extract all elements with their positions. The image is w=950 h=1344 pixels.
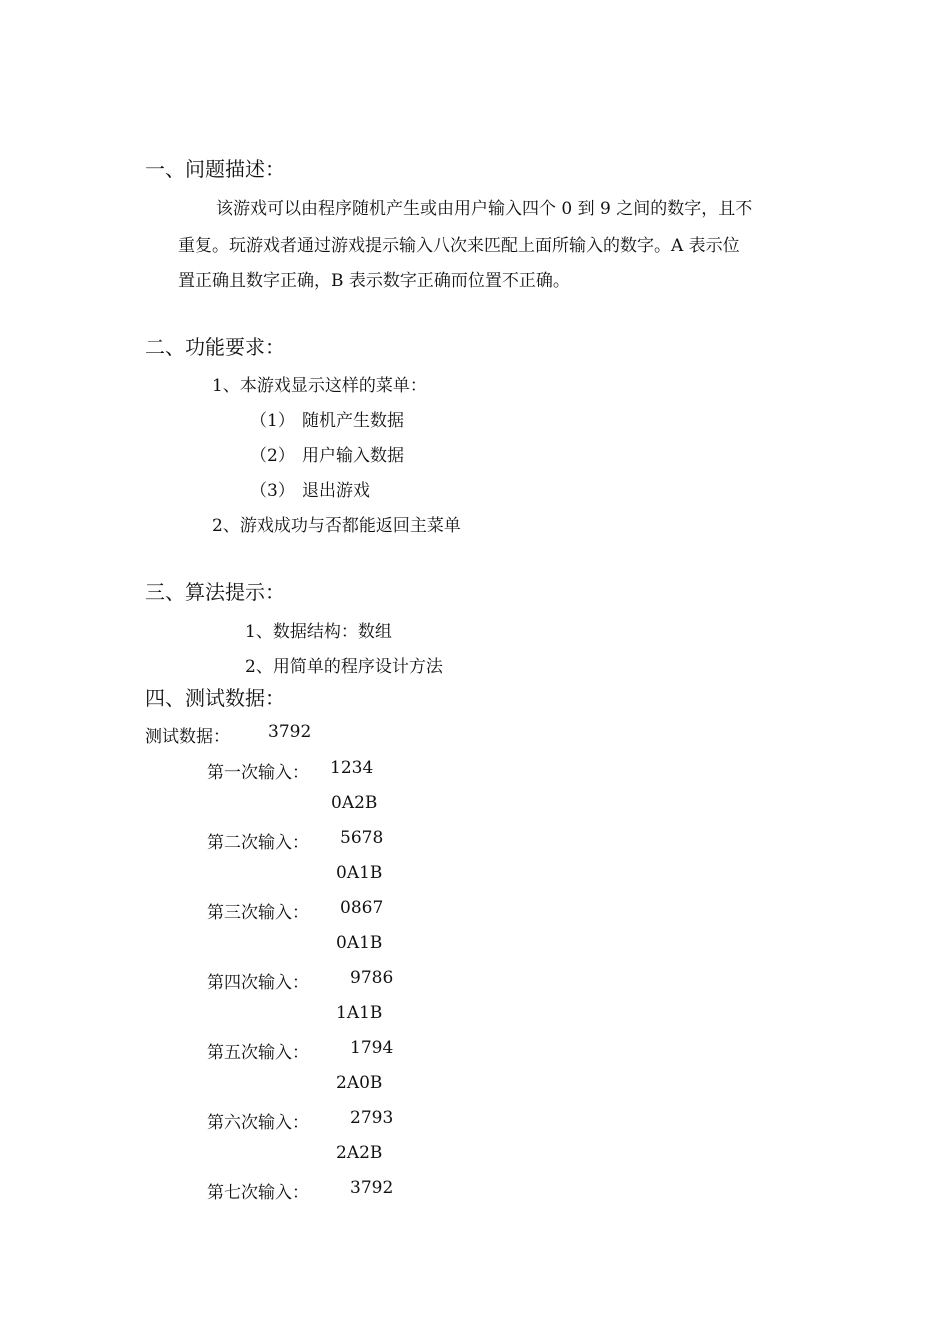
section4-heading: 四、测试数据： (145, 686, 285, 710)
requirement-1: 1、本游戏显示这样的菜单： (212, 376, 427, 396)
section1-heading: 一、问题描述： (145, 157, 285, 181)
menu-item-3-label: 退出游戏 (302, 481, 370, 501)
section3-heading: 三、算法提示： (145, 580, 285, 604)
round-5-input: 1794 (350, 1038, 394, 1058)
round-3-result: 0A1B (336, 933, 383, 953)
menu-item-1-number: （1） (250, 411, 295, 431)
menu-item-2-number: （2） (250, 446, 295, 466)
round-4-result: 1A1B (336, 1003, 383, 1023)
menu-item-3-number: （3） (250, 481, 295, 501)
round-6-label: 第六次输入： (207, 1113, 309, 1133)
menu-item-1-label: 随机产生数据 (302, 411, 404, 431)
round-7-label: 第七次输入： (207, 1183, 309, 1203)
round-5-result: 2A0B (336, 1073, 383, 1093)
round-5-label: 第五次输入： (207, 1043, 309, 1063)
test-data-label: 测试数据： (145, 727, 230, 747)
round-2-input: 5678 (340, 828, 384, 848)
section1-para-line1: 该游戏可以由程序随机产生或由用户输入四个 0 到 9 之间的数字，且不 (216, 199, 753, 219)
section1-para-line2: 重复。玩游戏者通过游戏提示输入八次来匹配上面所输入的数字。A 表示位 (178, 236, 740, 256)
section1-para-line3: 置正确且数字正确，B 表示数字正确而位置不正确。 (178, 271, 570, 291)
round-2-label: 第二次输入： (207, 833, 309, 853)
round-1-result: 0A2B (331, 793, 378, 813)
round-7-input: 3792 (350, 1178, 394, 1198)
round-3-input: 0867 (340, 898, 384, 918)
requirement-2: 2、游戏成功与否都能返回主菜单 (212, 516, 461, 536)
round-6-input: 2793 (350, 1108, 394, 1128)
section2-heading: 二、功能要求： (145, 335, 285, 359)
round-4-input: 9786 (350, 968, 394, 988)
test-data-value: 3792 (268, 722, 312, 742)
hint-2: 2、用简单的程序设计方法 (245, 657, 443, 677)
menu-item-2-label: 用户输入数据 (302, 446, 404, 466)
round-2-result: 0A1B (336, 863, 383, 883)
hint-1: 1、数据结构：数组 (245, 622, 392, 642)
round-1-label: 第一次输入： (207, 763, 309, 783)
round-4-label: 第四次输入： (207, 973, 309, 993)
round-6-result: 2A2B (336, 1143, 383, 1163)
round-1-input: 1234 (330, 758, 374, 778)
round-3-label: 第三次输入： (207, 903, 309, 923)
